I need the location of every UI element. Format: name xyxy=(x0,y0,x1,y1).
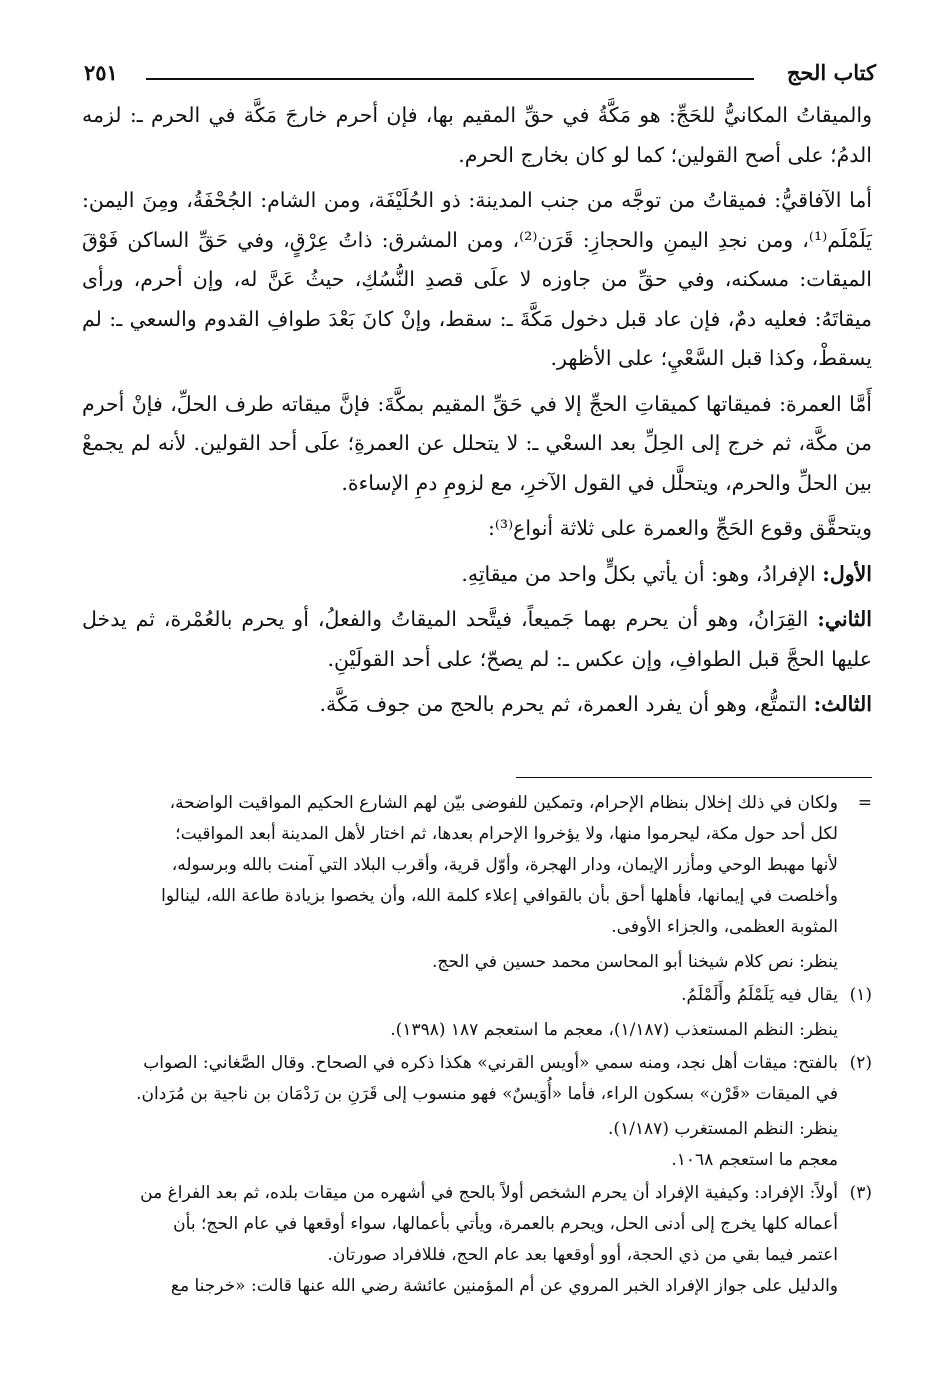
footnote-reference-text: ينظر: نص كلام شيخنا أبو المحاسن محمد حسين في الحج. xyxy=(432,952,838,972)
footnote-reference-text: معجم ما استعجم ١٠٦٨. xyxy=(671,1150,838,1170)
type-first-text: الإفرادُ، وهو: أن يأتي بكلٍّ واحد من ميقاتِهِ. xyxy=(461,561,823,586)
footnote-line: أعماله كلها يخرج إلى أدنى الحل، ويحرم بالعمرة، ويأتي بأعمالها، سواء أوقعها في عام الحج؛ بأن xyxy=(173,1214,838,1234)
type-second-label: الثاني: xyxy=(817,607,872,631)
footnote-line: ولكان في ذلك إخلال بنظام الإحرام، وتمكين للفوضى بيّن لهم الشارع الحكيم المواقيت الواضحة، xyxy=(169,793,838,813)
footnote-line: وأخلصت في إيمانها، فأهلها أحق بأن بالقوافي إعلاء كلمة الله، وأن يخصوا بزيادة طاعة الله، لينالوا xyxy=(161,886,838,906)
page-number: ٢٥١ xyxy=(84,60,118,85)
footnote-line: أولاً: الإفراد: وكيفية الإفراد أن يحرم الشخص أولاً بالحج في أشهره من ميقات بلده، ثم بعد الفراغ من xyxy=(140,1183,838,1203)
footnote-reference xyxy=(82,1114,872,1176)
type-third-label: الثالث: xyxy=(813,692,872,716)
footnotes xyxy=(82,788,872,1306)
main-text xyxy=(82,96,872,731)
footnote-reference xyxy=(82,947,872,978)
paragraph-afaqi: أما الآفاقيُّ: فميقاتُ من توجَّه من جنب المدينة: ذو الحُلَيْفَة، ومن الشام: الجُحْفَةُ، ومِنَ اليمن: يَلَمْلَم⁽¹⁾، ومن نجدِ اليمنِ والحجازِ: قَرَن⁽²⁾، ومن المشرق: ذاتُ عِرْقٍ، وفي حَقِّ الساكن فَوْقَ الميقات: مسكنه، وفي حقِّ من جاوزه لا علَى قصدِ النُّسُكِ، حيثُ عَنَّ له، وإن أحرم، ورأى ميقاتَهُ: فعليه دمٌ، فإن عاد قبل دخول مَكَّةَ ـ: سقط، وإنْ كانَ بَعْدَ طوافِ القدوم والسعي ـ: لم يسقطْ، وكذا قبل السَّعْيِ؛ على الأظهر. xyxy=(82,188,872,370)
header-rule xyxy=(146,78,754,80)
footnote-line: لأنها مهبط الوحي ومأزر الإيمان، ودار الهجرة، وأوّل قرية، وأقرب البلاد التي آمنت بالله وبرسوله، xyxy=(171,855,838,875)
footnote-line: يقال فيه يَلَمْلَمُ وأَلَمْلَمُ. xyxy=(681,985,838,1005)
chapter-title: كتاب الحج xyxy=(786,60,876,85)
footnote-marker: (٢) xyxy=(849,1053,872,1073)
paragraph-type-second xyxy=(82,600,872,679)
paragraph-type-third xyxy=(82,685,872,725)
running-header xyxy=(84,56,876,90)
paragraph-umrah: أَمَّا العمرة: فميقاتها كميقاتِ الحجِّ إلا في حَقِّ المقيم بمكَّةَ: فإنَّ ميقاته طرف الحلِّ، فإنْ أحرم من مكَّة، ثم خرج إلى الحِلِّ بعد السعْي ـ: لا يتحلل عن العمرةِ؛ علَى أحد القولين. لأنه لم يجمعْ بين الحلِّ والحرم، ويتحلَّل في القول الآخرِ، مع لزومِ دمِ الإساءة. xyxy=(82,391,872,495)
type-second-text: القِرَانُ، وهو أن يحرم بهما جَميعاً، فيتَّحد الميقاتُ والفعلُ، أو يحرم بالعُمْرة، ثم يدخل عليها الحجَّ قبل الطوافِ، وإن عكس ـ: لم يصحّ؛ على أحد القولَيْنِ. xyxy=(82,607,872,671)
footnote-line: المثوبة العظمى، والجزاء الأوفى. xyxy=(611,917,838,937)
footnote-2 xyxy=(82,1048,872,1110)
footnote-line: لكل أحد حول مكة، ليحرموا منها، ولا يؤخروا الإحرام بعدها، ثم اختار لأهل المدينة أبعد المواقيت؛ xyxy=(175,824,838,844)
footnote-reference xyxy=(82,1015,872,1046)
type-first-label: الأول: xyxy=(822,561,872,586)
paragraph-type-first xyxy=(82,555,872,595)
type-third-text: التمتُّع، وهو أن يفرد العمرة، ثم يحرم بالحج من جوف مَكَّة. xyxy=(319,692,814,716)
footnote-continued xyxy=(82,788,872,943)
footnote-reference-text: ينظر: النظم المستعذب (١/١٨٧)، معجم ما استعجم ١٨٧ (١٣٩٨). xyxy=(390,1020,838,1040)
footnote-3 xyxy=(82,1178,872,1302)
footnote-marker: (١) xyxy=(849,985,872,1005)
paragraph-types-intro: ويتحقَّق وقوع الحَجِّ والعمرة على ثلاثة أنواع⁽³⁾: xyxy=(487,516,872,540)
footnote-line: بالفتح: ميقات أهل نجد، ومنه سمي «أويس القرني» هكذا ذكره في الصحاح. وقال الصَّغاني: الصواب xyxy=(143,1053,838,1073)
footnote-line: اعتمر فيما بقي من ذي الحجة، أوو أوقعها بعد عام الحج، فللافراد صورتان. xyxy=(327,1245,838,1265)
footnote-line: في الميقات «قَرْن» بسكون الراء، فأما «أُوَيسٌ» فهو منسوب إلى قَرَنِ بن رَدْمَان بن ناجية بن مُرَدان. xyxy=(136,1084,838,1104)
footnote-line: والدليل على جواز الإفراد الخبر المروي عن أم المؤمنين عائشة رضي الله عنها قالت: «خرجنا مع xyxy=(170,1276,838,1296)
footnote-reference-text: ينظر: النظم المستغرب (١/١٨٧). xyxy=(608,1119,838,1139)
footnote-separator xyxy=(516,777,872,778)
footnote-marker: = xyxy=(857,793,872,813)
paragraph-miqat-makani: والميقاتُ المكانيُّ للحَجِّ: هو مَكَّةُ في حقِّ المقيم بها، فإن أحرم خارجَ مَكَّة في الحرم ـ: لزمه الدمُ؛ على أصح القولين؛ كما لو كان بخارج الحرم. xyxy=(82,103,872,167)
footnote-1 xyxy=(82,980,872,1011)
footnote-marker: (٣) xyxy=(849,1183,872,1203)
